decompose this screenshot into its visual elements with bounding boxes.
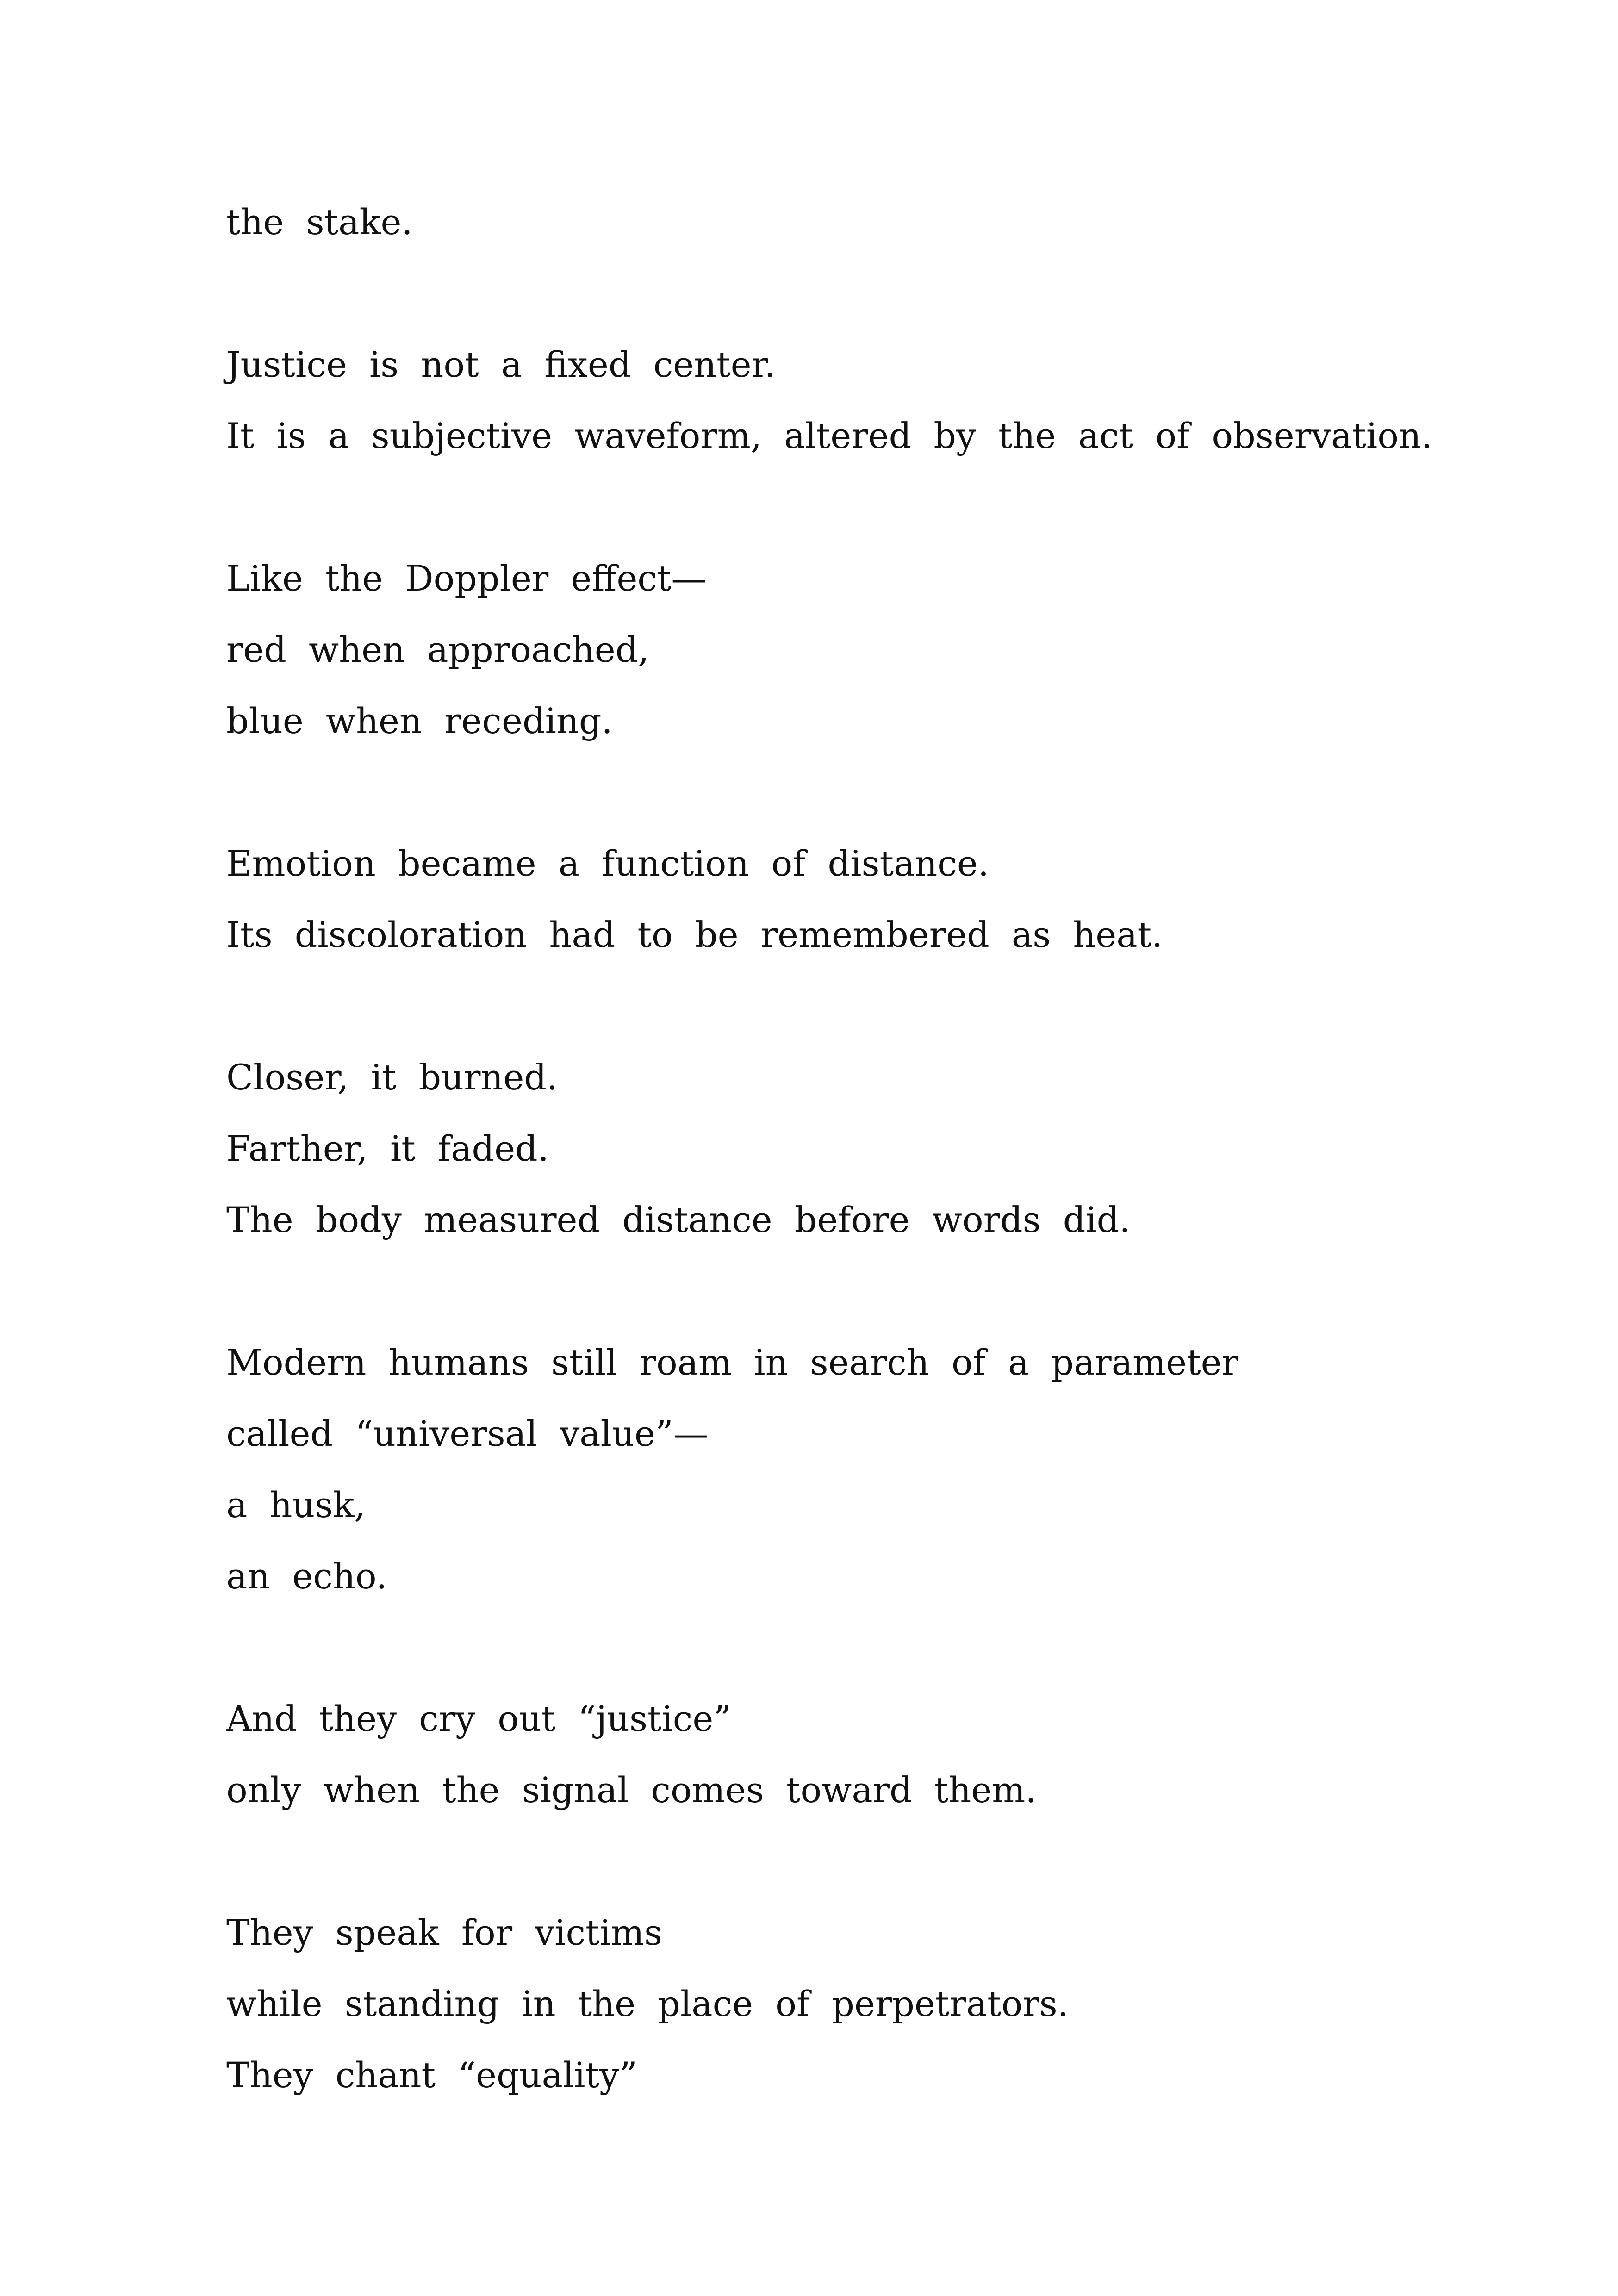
text-line: Closer, it burned. (226, 1057, 558, 1098)
text-line: called “universal value”— (226, 1413, 709, 1454)
stanza-break (226, 267, 1522, 338)
stanza-break (226, 766, 1522, 837)
text-line: Its discoloration had to be remembered as heat. (226, 914, 1163, 955)
stanza-break (226, 1265, 1522, 1336)
text-line: Emotion became a function of distance. (226, 843, 989, 884)
stanza-break (226, 1621, 1522, 1692)
text-line: Modern humans still roam in search of a parameter (226, 1342, 1238, 1383)
text-line: Justice is not a fixed center. (226, 344, 776, 385)
text-line: only when the signal comes toward them. (226, 1769, 1037, 1811)
poem-body (226, 196, 1522, 2120)
text-line: an echo. (226, 1556, 387, 1597)
text-line: while standing in the place of perpetrators. (226, 1983, 1069, 2024)
text-line: The body measured distance before words did. (226, 1199, 1131, 1240)
text-line: It is a subjective waveform, altered by the act of observation. (226, 415, 1433, 456)
text-line: Like the Doppler effect— (226, 558, 707, 599)
text-line: Farther, it faded. (226, 1128, 549, 1169)
text-line: They chant “equality” (226, 2054, 637, 2096)
text-line: blue when receding. (226, 700, 613, 741)
stanza-break (226, 1835, 1522, 1906)
text-line: the stake. (226, 201, 413, 243)
stanza-break (226, 980, 1522, 1051)
text-line: a husk, (226, 1484, 366, 1525)
stanza-break (226, 481, 1522, 552)
text-line: red when approached, (226, 629, 649, 670)
text-line: And they cry out “justice” (226, 1698, 732, 1739)
text-line: They speak for victims (226, 1912, 662, 1953)
